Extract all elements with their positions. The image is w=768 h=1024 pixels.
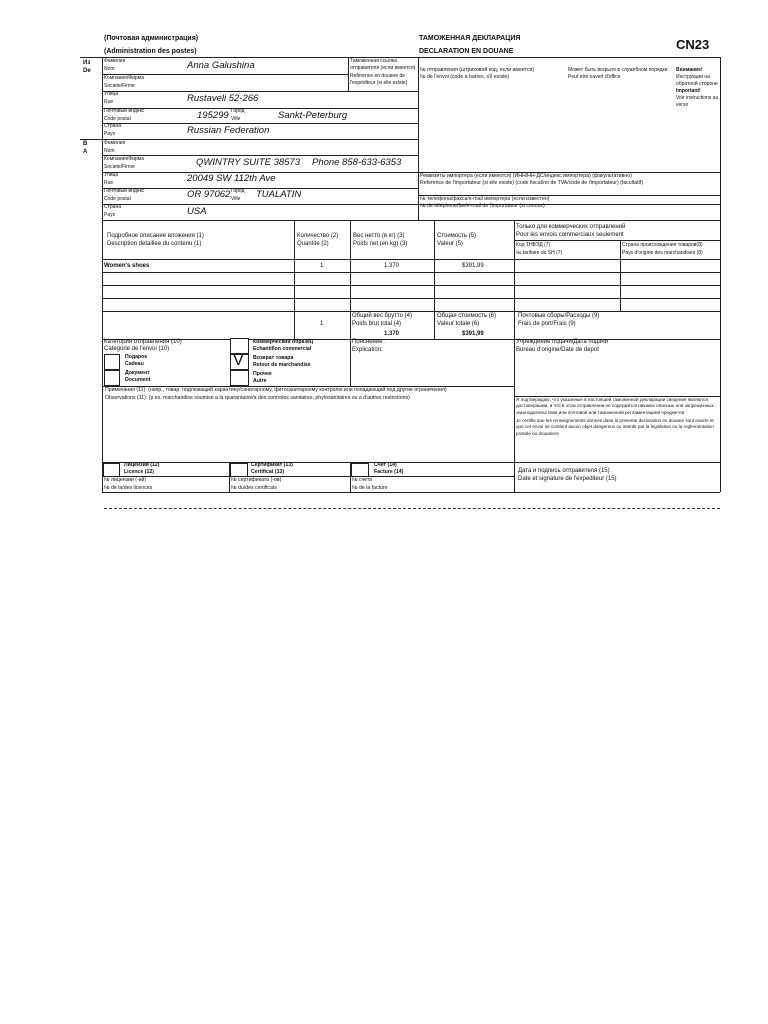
origin-office-label-fr: Bureau d'origine/Date de depot	[516, 347, 599, 353]
origin-header-ru: Страна происхождения товаров(8)	[622, 242, 703, 248]
total-value-label-ru: Общая стоимость (6)	[437, 313, 496, 319]
recipient-phone-value: Phone 858-633-6353	[312, 157, 402, 168]
invoice-label-fr: Facture (14)	[374, 469, 404, 475]
instructions-ru-1: Инструкции на	[676, 74, 710, 80]
cut-line	[104, 508, 720, 509]
to-label-fr: A	[83, 149, 88, 155]
signature-label-ru: Дата и подпись отправителя (15)	[518, 468, 610, 474]
sender-customs-ref-ru2: отправителя (если имеется)	[350, 65, 416, 71]
certificate-label-ru: Сертификат (13)	[251, 462, 293, 468]
instructions-fr-2: verso	[676, 102, 689, 108]
sender-customs-ref-fr1: Reference en douane de	[350, 73, 406, 79]
recipient-street-label-ru: Улица	[104, 172, 119, 178]
item-desc-1: Women's shoes	[104, 263, 150, 269]
value-header-fr: Valeur (5)	[437, 241, 463, 247]
signature-label-fr: Date et signature de l'expediteur (15)	[518, 476, 617, 482]
importer-contact-label-ru: № телефона/факса/e-mail импортера (если известен)	[420, 196, 550, 202]
certificate-no-label-fr: № du/des certificats	[231, 485, 277, 491]
recipient-postcode-label-ru: Почтовый индекс	[104, 188, 145, 194]
recipient-city-value: TUALATIN	[256, 189, 302, 200]
important-label-fr: Important!	[676, 88, 701, 94]
return-label-ru: Возврат товара	[253, 355, 294, 361]
recipient-name-label-fr: Nom	[104, 148, 115, 154]
category-label-fr: Categorie de l'envoi (10)	[104, 346, 170, 352]
recipient-country-label-ru: Страна	[104, 204, 122, 210]
sample-label-fr: Echantillon commercial	[253, 346, 312, 352]
sender-country-label-ru: Страна	[104, 123, 122, 129]
instructions-fr-1: Voir instructions au	[676, 95, 719, 101]
sender-street-value: Rustaveli 52-266	[187, 93, 259, 104]
sender-company-label-fr: Societe/Firme	[104, 83, 135, 89]
licence-no-label-ru: № лицензии (-ий)	[104, 477, 147, 483]
total-qty: 1	[320, 321, 324, 327]
commercial-header-ru: Только для коммерческих отправлений	[516, 224, 626, 230]
recipient-company-label-ru: Компания/Фирма	[104, 156, 144, 162]
licence-checkbox[interactable]	[103, 463, 120, 477]
qty-header-fr: Quantite (2)	[297, 241, 329, 247]
origin-office-label-ru: Учреждение подачи/Дата подачи	[516, 339, 608, 345]
sender-postcode-value: 195299	[197, 110, 229, 121]
return-checkmark: V	[233, 352, 244, 369]
sender-city-label-fr: Ville	[231, 116, 241, 122]
document-label-fr: Document	[125, 377, 151, 383]
certificate-label-fr: Certificat (13)	[251, 469, 285, 475]
sample-label-ru: Коммерческий образец	[253, 339, 314, 345]
sender-street-label-fr: Rue	[104, 99, 114, 105]
to-label-ru: В	[83, 141, 88, 147]
recipient-country-label-fr: Pays	[104, 212, 116, 218]
gift-checkbox[interactable]	[104, 354, 120, 370]
other-label-ru: Прочее	[253, 371, 272, 377]
certify-text-fr: Je certifie que les renseignements donnes dans la presente declaration en douane sont exacts et que cet envoi ne contient aucun objet dangereux ou interdit par la legislation ou la reglementation postale ou douaniere	[516, 418, 714, 436]
certify-text-ru: Я подтверждаю, что указанные в настоящей таможенной декларации сведения являются достоверными, и что в этом отправлении не содержится никаких опасных или запрещенных законодательством или почтовой или таможенной регламентацией предметов	[516, 397, 714, 415]
licence-no-label-fr: № de la/des licences	[104, 485, 153, 491]
explanation-label-fr: Explication:	[352, 347, 383, 353]
document-checkbox[interactable]	[104, 370, 120, 386]
sender-street-label-ru: Улица	[104, 91, 119, 97]
sender-company-label-ru: Компания/Фирма	[104, 75, 144, 81]
weight-header-fr: Poids net (en kg) (3)	[353, 241, 408, 247]
title-ru: ТАМОЖЕННАЯ ДЕКЛАРАЦИЯ	[419, 35, 521, 42]
gift-label-ru: Подарок	[125, 354, 147, 360]
postal-fees-label-ru: Почтовые сборы/Расходы (9)	[518, 313, 600, 319]
gift-label-fr: Cadeau	[125, 361, 144, 367]
sender-customs-ref-ru1: Таможенная ссылка	[350, 58, 397, 64]
weight-header-ru: Вес нетто (в кг) (3)	[353, 233, 405, 239]
instructions-ru-2: обратной стороне	[676, 81, 718, 87]
document-label-ru: Документ	[125, 370, 150, 376]
other-label-fr: Autre	[253, 378, 267, 384]
sender-customs-ref-fr2: l'expéditeur (si elle existe)	[350, 80, 408, 86]
licence-label-ru: Лицензия (12)	[124, 462, 160, 468]
importer-contact-label-fr: № de téléphone/fax/e-mail de l'importateur (si connus)	[420, 203, 545, 209]
recipient-city-label-ru: Город	[231, 188, 245, 194]
certificate-no-label-ru: № сертификата (-ов)	[231, 477, 282, 483]
invoice-label-ru: Счет (14)	[374, 462, 397, 468]
recipient-country-value: USA	[187, 206, 207, 217]
licence-label-fr: Licence (12)	[124, 469, 154, 475]
gross-weight-label-ru: Общий вес брутто (4)	[352, 313, 413, 319]
explanation-label-ru: Пояснение :	[352, 339, 386, 345]
value-header-ru: Стоимость (5)	[437, 233, 477, 239]
return-label-fr: Retour de marchandise	[253, 362, 311, 368]
total-value-label-fr: Valeur totale (6)	[437, 321, 480, 327]
invoice-checkbox[interactable]	[351, 463, 369, 477]
recipient-company-label-fr: Societe/Firme	[104, 164, 135, 170]
postal-admin-ru: (Почтовая администрация)	[104, 35, 199, 42]
qty-header-ru: Количество (2)	[297, 233, 339, 239]
sender-postcode-label-ru: Почтовый индекс	[104, 108, 145, 114]
barcode-label-ru: № отправления (штриховой код, если имеется)	[420, 67, 535, 73]
gross-weight-value: 1.370	[384, 331, 400, 337]
important-label-ru: Внимание!	[676, 67, 703, 73]
from-label-fr: De	[83, 68, 91, 74]
postal-admin-fr: (Administration des postes)	[104, 48, 197, 55]
recipient-street-label-fr: Rue	[104, 180, 114, 186]
gross-weight-label-fr: Poids brut total (4)	[352, 321, 402, 327]
importer-ref-label-fr: Reference de l'importateur (si elle existe) (code fiscal/no de TVA/code de l'importateur) (facultatif)	[420, 180, 643, 186]
recipient-street-value: 20049 SW 112th Ave	[187, 173, 276, 184]
other-checkbox[interactable]	[230, 370, 249, 386]
origin-header-fr: Pays d'origine des marchandises (8)	[622, 250, 703, 256]
form-code: CN23	[676, 37, 710, 52]
importer-ref-label-ru: Реквизиты импортера (если имеются) (ИНН/НН-ДС/индекс импортера) (факультативно)	[420, 173, 632, 179]
invoice-no-label-fr: № de la facture	[352, 485, 388, 491]
barcode-label-fr: № de l'envoi (code a barres, s'il existe)	[420, 74, 510, 80]
sender-name-label-fr: Nom	[104, 66, 115, 72]
open-label-fr: Peut etre ouvert d'office	[568, 74, 621, 80]
total-value: $391,99	[462, 331, 484, 337]
hs-header-fr: № tarifaire du SH (7)	[516, 250, 563, 256]
sender-postcode-label-fr: Code postal	[104, 116, 131, 122]
recipient-name-label-ru: Фамилия	[104, 140, 126, 146]
recipient-postcode-value: OR 97062	[187, 189, 231, 200]
invoice-no-label-ru: № счета	[352, 477, 373, 483]
item-weight-1: 1.370	[384, 263, 400, 269]
certificate-checkbox[interactable]	[230, 463, 248, 477]
recipient-postcode-label-fr: Code postal	[104, 196, 131, 202]
sender-city-label-ru: Город	[231, 108, 245, 114]
recipient-city-label-fr: Ville	[231, 196, 241, 202]
sender-country-label-fr: Pays	[104, 131, 116, 137]
hs-header-ru: Код ТНВЭД (7)	[516, 242, 551, 248]
item-value-1: $391,99	[462, 263, 484, 269]
sender-country-value: Russian Federation	[187, 125, 270, 136]
sender-name-label-ru: Фамилия	[104, 58, 126, 64]
desc-header-ru: Подробное описание вложения (1)	[107, 233, 204, 239]
sender-city-value: Sankt-Peterburg	[278, 110, 348, 121]
sender-name-value: Anna Galushina	[187, 60, 255, 71]
category-label-ru: Категория отправления (10)	[104, 339, 182, 345]
observations-label-ru: Примечания (11): (напр., товар, подлежащий карантину/санитарному, фитосанитарному контролю или попадающий под другие ограничения)	[105, 387, 447, 393]
commercial-header-fr: Pour les envois commerciaux seulement	[516, 232, 624, 238]
postal-fees-label-fr: Frais de port/Frais (9)	[518, 321, 576, 327]
title-fr: DECLARATION EN DOUANE	[419, 48, 514, 55]
desc-header-fr: Description detaillee du contenu (1)	[107, 241, 202, 247]
open-label-ru: Может быть вскрыто в служебном порядке	[568, 67, 668, 73]
observations-label-fr: Observations (11): (p.ex. marchandise soumise a la quarantaine/a des controles sanitaires, phytosanitaires ou a d'autres restrictions)	[105, 395, 410, 401]
recipient-company-value: QWINTRY SUITE 38573	[196, 157, 301, 168]
from-label-ru: Из	[83, 60, 91, 66]
item-qty-1: 1	[320, 263, 324, 269]
